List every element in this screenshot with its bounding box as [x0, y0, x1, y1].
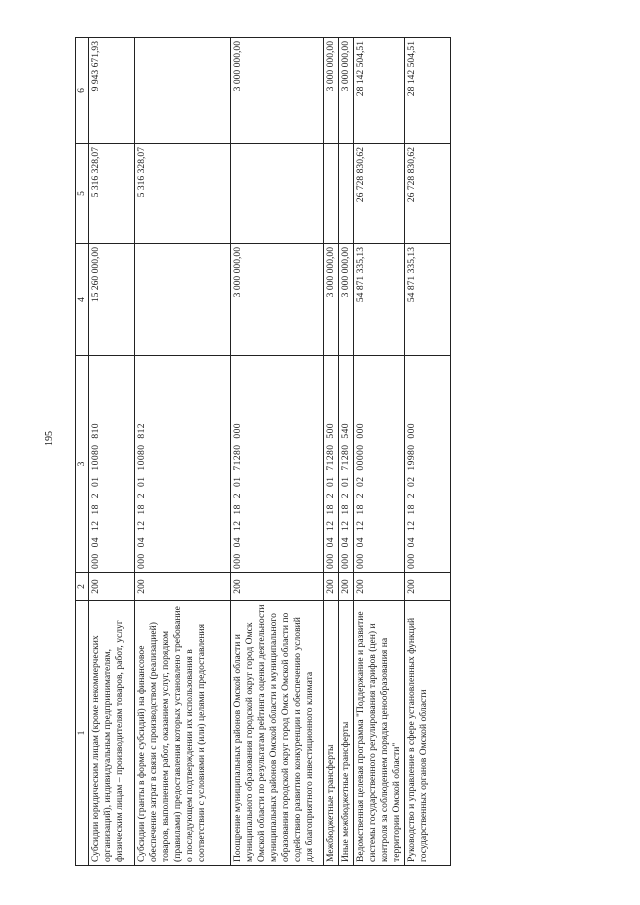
row-col5-amount: 26 728 830,62 [405, 144, 451, 244]
row-budget-code [324, 356, 339, 573]
code-part: 12 [355, 520, 366, 531]
code-part: 18 [90, 504, 101, 515]
row-col4-amount: 15 260 000,00 [89, 244, 135, 356]
code-part: 18 [406, 504, 417, 515]
code-part: 02 [355, 476, 366, 487]
code-part: 000 [232, 553, 243, 569]
code-part: 2 [325, 492, 336, 499]
code-part: 500 [325, 423, 336, 439]
column-header: 4 [76, 244, 89, 356]
row-col6-amount [135, 38, 231, 144]
row-col4-amount: 54 871 335,13 [405, 244, 451, 356]
code-part: 2 [232, 492, 243, 499]
page-number: 195 [44, 431, 55, 446]
row-col6-amount: 28 142 504,51 [405, 38, 451, 144]
row-col6-amount: 3 000 000,00 [339, 38, 354, 144]
code-part: 02 [406, 476, 417, 487]
code-part: 71280 [232, 444, 243, 471]
code-part: 2 [340, 492, 351, 499]
row-description: Межбюджетные трансферты [324, 601, 339, 866]
row-col4-amount: 54 871 335,13 [354, 244, 405, 356]
code-part: 000 [325, 553, 336, 569]
row-col2: 200 [231, 573, 324, 601]
header-row [76, 38, 89, 866]
code-part: 2 [355, 492, 366, 499]
code-part: 2 [90, 492, 101, 499]
row-description: Ведомственная целевая программа "Поддержание и развитие системы государственного регулирования тарифов (цен) и контроля за соблюдением порядка ценообразования на территории Омской области" [354, 601, 405, 866]
row-budget-code [231, 356, 324, 573]
code-part: 000 [355, 423, 366, 439]
budget-table [75, 37, 451, 866]
code-part: 04 [406, 537, 417, 548]
row-col5-amount [324, 144, 339, 244]
code-part: 12 [406, 520, 417, 531]
code-part: 000 [136, 553, 147, 569]
code-part: 12 [340, 520, 351, 531]
row-col6-amount: 9 943 671,93 [89, 38, 135, 144]
row-col2: 200 [135, 573, 231, 601]
code-part: 12 [232, 520, 243, 531]
code-part: 10080 [136, 444, 147, 471]
code-part: 01 [232, 476, 243, 487]
row-col6-amount: 3 000 000,00 [324, 38, 339, 144]
row-description: Иные межбюджетные трансферты [339, 601, 354, 866]
row-col4-amount: 3 000 000,00 [339, 244, 354, 356]
code-part: 04 [90, 537, 101, 548]
code-part: 812 [136, 423, 147, 439]
code-part: 01 [136, 476, 147, 487]
row-budget-code [89, 356, 135, 573]
row-col2: 200 [324, 573, 339, 601]
row-col5-amount: 5 316 328,07 [89, 144, 135, 244]
code-part: 04 [136, 537, 147, 548]
code-part: 71280 [340, 444, 351, 471]
row-col6-amount: 3 000 000,00 [231, 38, 324, 144]
code-part: 2 [406, 492, 417, 499]
table-row [354, 38, 405, 866]
code-part: 18 [136, 504, 147, 515]
code-part: 12 [325, 520, 336, 531]
code-part: 71280 [325, 444, 336, 471]
row-description: Руководство и управление в сфере установленных функций государственных органов Омской области [405, 601, 451, 866]
column-header: 1 [76, 601, 89, 866]
code-part: 01 [325, 476, 336, 487]
code-part: 18 [232, 504, 243, 515]
code-part: 000 [232, 423, 243, 439]
budget-table-container [75, 38, 429, 866]
row-col5-amount [231, 144, 324, 244]
row-budget-code [405, 356, 451, 573]
code-part: 000 [340, 553, 351, 569]
table-row [324, 38, 339, 866]
row-col2: 200 [405, 573, 451, 601]
code-part: 00000 [355, 444, 366, 471]
code-part: 810 [90, 423, 101, 439]
row-budget-code [135, 356, 231, 573]
column-header: 5 [76, 144, 89, 244]
code-part: 000 [406, 423, 417, 439]
row-description: Субсидии (гранты в форме субсидий) на финансовое обеспечение затрат в связи с производством (реализацией) товаров, выполнением работ, оказанием услуг, порядком (правилами) предоставления которых установлено требование о последующем подтверждении их использования в соответствии с условиями и (или) целями предоставления [135, 601, 231, 866]
table-row [135, 38, 231, 866]
code-part: 12 [90, 520, 101, 531]
code-part: 2 [136, 492, 147, 499]
table-row [231, 38, 324, 866]
code-part: 01 [340, 476, 351, 487]
row-col6-amount: 28 142 504,51 [354, 38, 405, 144]
code-part: 01 [90, 476, 101, 487]
code-part: 000 [355, 553, 366, 569]
row-budget-code [339, 356, 354, 573]
column-header: 6 [76, 38, 89, 144]
table-row [405, 38, 451, 866]
row-col2: 200 [89, 573, 135, 601]
code-part: 04 [232, 537, 243, 548]
row-col2: 200 [339, 573, 354, 601]
code-part: 000 [406, 553, 417, 569]
code-part: 04 [340, 537, 351, 548]
column-header: 2 [76, 573, 89, 601]
row-col4-amount: 3 000 000,00 [324, 244, 339, 356]
row-col5-amount: 26 728 830,62 [354, 144, 405, 244]
code-part: 04 [325, 537, 336, 548]
row-col5-amount: 5 316 328,07 [135, 144, 231, 244]
code-part: 18 [340, 504, 351, 515]
row-description: Поощрение муниципальных районов Омской области и муниципального образования городской округ город Омск Омской области по результатам рейтинга оценки деятельности муниципальных районов Омской области и муниципального образования городской округ город Омск Омской области по содействию развитию конкуренции и обеспечению условий для благоприятного инвестиционного климата [231, 601, 324, 866]
code-part: 12 [136, 520, 147, 531]
column-header: 3 [76, 356, 89, 573]
row-col4-amount [135, 244, 231, 356]
row-col5-amount [339, 144, 354, 244]
code-part: 19980 [406, 444, 417, 471]
code-part: 000 [90, 553, 101, 569]
row-budget-code [354, 356, 405, 573]
code-part: 04 [355, 537, 366, 548]
code-part: 18 [355, 504, 366, 515]
row-col2: 200 [354, 573, 405, 601]
row-description: Субсидии юридическим лицам (кроме некоммерческих организаций), индивидуальным предпринимателям, физическим лицам – производителям товаров, работ, услуг [89, 601, 135, 866]
code-part: 18 [325, 504, 336, 515]
row-col4-amount: 3 000 000,00 [231, 244, 324, 356]
code-part: 10080 [90, 444, 101, 471]
code-part: 540 [340, 423, 351, 439]
table-row [339, 38, 354, 866]
table-row [89, 38, 135, 866]
